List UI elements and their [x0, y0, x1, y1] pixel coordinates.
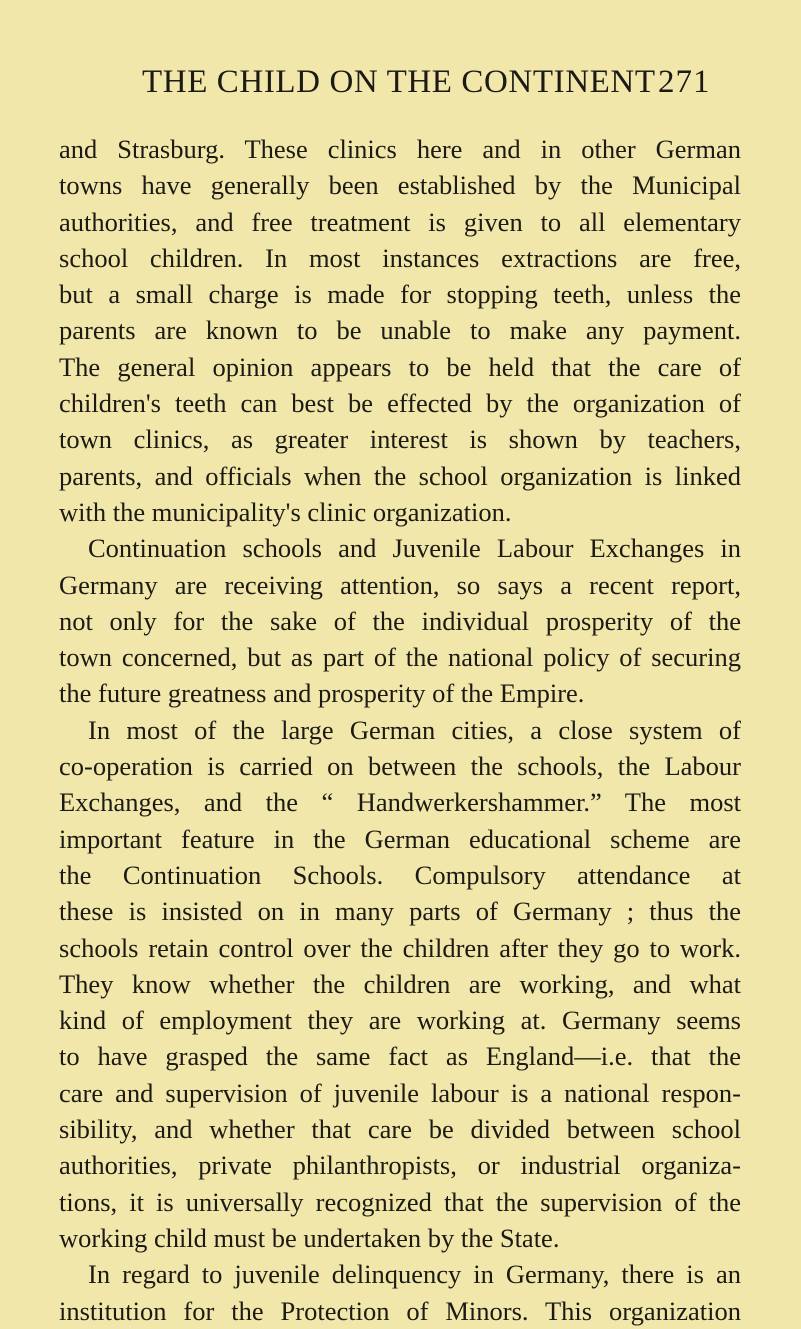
text-line: and Strasburg. These clinics here and in other German [59, 134, 741, 164]
text-line: Germany are receiving attention, so says a recent report, [59, 569, 741, 600]
running-title: THE CHILD ON THE CONTINENT [142, 64, 656, 100]
text-line: but a small charge is made for stopping teeth, unless the [59, 279, 741, 310]
text-line: towns have generally been established by the Municipal [59, 170, 741, 201]
text-line: with the municipality's clinic organization. [59, 496, 512, 527]
text-line: to have grasped the same fact as England—i.e. that the [59, 1041, 741, 1072]
text-line: the Continuation Schools. Compulsory attendance at [59, 859, 741, 890]
text-line: sibility, and whether that care be divided between school [59, 1114, 741, 1145]
text-line: authorities, and free treatment is given to all elementary [59, 206, 741, 237]
text-line: institution for the Protection of Minors. This organization [59, 1295, 741, 1326]
text-line: schools retain control over the children after they go to work. [59, 932, 741, 963]
text-line: the future greatness and prosperity of the Empire. [59, 678, 585, 709]
text-line: care and supervision of juvenile labour is a national respon- [59, 1077, 741, 1108]
text-line: In most of the large German cities, a close system of [88, 714, 741, 745]
text-line: Continuation schools and Juvenile Labour Exchanges in [88, 533, 741, 564]
text-line: important feature in the German educational scheme are [59, 823, 741, 854]
text-line: tions, it is universally recognized that the supervision of the [59, 1186, 741, 1217]
body-text [59, 131, 741, 1329]
text-line: authorities, private philanthropists, or industrial organiza- [59, 1150, 741, 1181]
text-line: In regard to juvenile delinquency in Germany, there is an [88, 1259, 741, 1290]
text-line: school children. In most instances extractions are free, [59, 242, 741, 273]
text-line: They know whether the children are working, and what [59, 968, 741, 999]
text-line: parents are known to be unable to make any payment. [59, 315, 741, 346]
text-line: children's teeth can best be effected by the organization of [59, 388, 741, 419]
text-line: kind of employment they are working at. Germany seems [59, 1005, 741, 1036]
text-line: The general opinion appears to be held that the care of [59, 351, 741, 382]
text-line: Exchanges, and the “ Handwerkershammer.” The most [59, 787, 741, 818]
text-line: parents, and officials when the school organization is linked [59, 460, 741, 491]
text-line: co-operation is carried on between the schools, the Labour [59, 751, 741, 782]
text-line: these is insisted on in many parts of Germany ; thus the [59, 896, 741, 927]
text-line: working child must be undertaken by the State. [59, 1222, 560, 1253]
text-line: town concerned, but as part of the national policy of securing [59, 642, 741, 673]
page-number: 271 [658, 64, 711, 100]
text-line: town clinics, as greater interest is shown by teachers, [59, 424, 741, 455]
text-line: not only for the sake of the individual prosperity of the [59, 605, 741, 636]
